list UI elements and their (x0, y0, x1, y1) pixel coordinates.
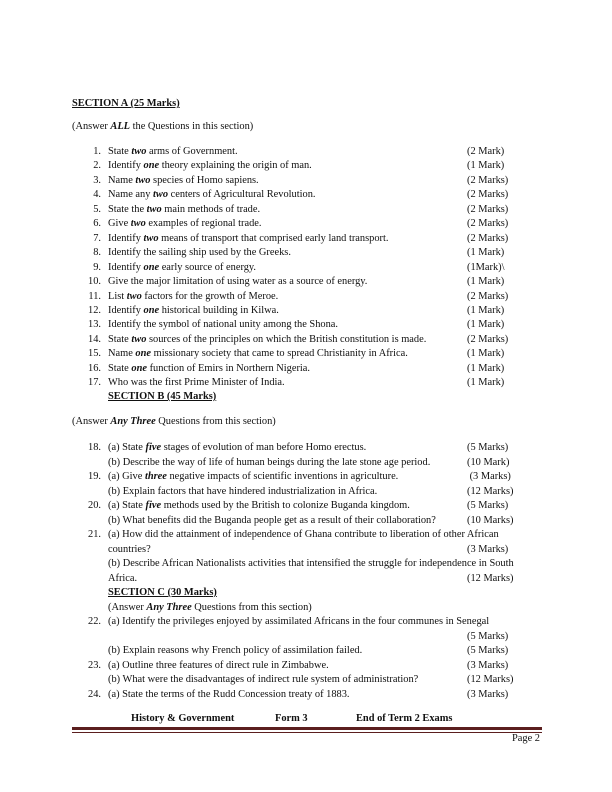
question-line (0, 304, 612, 319)
emphasis-text: two (131, 333, 147, 345)
marks-allocation: (3 Marks) (467, 659, 509, 671)
question-number: 23. (88, 659, 101, 671)
marks-allocation: (1 Mark) (467, 304, 505, 316)
line-text (108, 456, 430, 471)
marks-allocation: (5 Marks) (467, 630, 509, 642)
text-segment: Give (108, 218, 131, 230)
text-segment: examples of regional trade. (145, 218, 262, 230)
question-line (0, 615, 612, 630)
text-segment: (Answer (72, 121, 111, 132)
marks-allocation: (2 Marks) (467, 290, 509, 302)
text-segment: countries? (108, 543, 151, 555)
marks-allocation: (12 Marks) (467, 572, 514, 584)
question-line (0, 174, 612, 189)
question-line (0, 159, 612, 174)
line-text (108, 644, 362, 659)
emphasis-text: two (146, 203, 162, 215)
line-text (108, 145, 238, 160)
emphasis-text: two (131, 146, 147, 157)
text-segment: (b) What benefits did the Buganda people get as a result of their collaboration? (108, 514, 436, 526)
marks-allocation: (10 Mark) (467, 456, 510, 468)
text-segment: negative impacts of scientific inventions in agriculture. (166, 471, 399, 482)
line-text (108, 470, 398, 485)
question-line (0, 528, 612, 543)
line-text (72, 415, 276, 430)
emphasis-text: three (144, 471, 167, 482)
marks-allocation: (10 Marks) (467, 514, 514, 526)
question-line (0, 347, 612, 362)
marks-allocation: (3 Marks) (467, 688, 509, 700)
question-line (0, 659, 612, 674)
question-number: 1. (93, 146, 101, 157)
text-segment: arms of Government. (146, 146, 238, 157)
marks-allocation: (5 Marks) (467, 442, 509, 453)
question-line (0, 485, 612, 500)
question-number: 11. (88, 290, 101, 302)
question-line (0, 470, 612, 485)
marks-allocation: (2 Marks) (467, 174, 509, 186)
question-number: 15. (88, 348, 101, 360)
section-instruction (0, 120, 612, 135)
text-segment: (a) Outline three features of direct rule in Zimbabwe. (108, 659, 329, 671)
marks-allocation: (1 Mark) (467, 362, 505, 374)
question-number: 12. (88, 304, 101, 316)
question-line (0, 644, 612, 659)
text-segment: theory explaining the origin of man. (159, 160, 312, 172)
question-number: 24. (88, 688, 101, 700)
text-segment: Name any (108, 189, 154, 201)
text-segment: (b) Explain reasons why French policy of assimilation failed. (108, 645, 363, 656)
question-line (0, 543, 612, 558)
text-segment: (b) Describe the way of life of human beings during the late stone age period. (108, 456, 431, 468)
question-number: 18. (88, 442, 101, 453)
question-number: 19. (88, 471, 101, 482)
text-segment: State (108, 362, 132, 374)
line-text (108, 586, 217, 601)
section-heading (0, 390, 612, 405)
text-segment: missionary society that came to spread Christianity in Africa. (151, 348, 408, 360)
text-segment: List (108, 290, 127, 302)
question-line (0, 557, 612, 572)
marks-allocation: (1 Mark) (467, 348, 505, 360)
question-number: 5. (93, 203, 101, 215)
text-segment: function of Emirs in Northern Nigeria. (146, 362, 311, 374)
question-number: 6. (93, 218, 101, 230)
line-text (108, 572, 137, 587)
question-line (0, 246, 612, 261)
emphasis-text: two (126, 290, 142, 302)
question-line (0, 362, 612, 377)
footer-form: Form 3 (275, 713, 308, 724)
text-segment: centers of Agricultural Revolution. (168, 189, 316, 201)
section-heading (0, 97, 612, 112)
question-number: 4. (93, 189, 101, 201)
emphasis-text: one (143, 160, 160, 172)
line-text (108, 673, 418, 688)
line-text (108, 188, 315, 203)
marks-allocation: (1 Mark) (467, 377, 505, 389)
line-text (108, 528, 499, 543)
line-text (108, 376, 285, 391)
text-segment: (Answer (108, 601, 147, 613)
question-number: 14. (88, 333, 101, 345)
text-segment: the Questions in this section) (130, 121, 254, 132)
emphasis-text: ALL (110, 121, 131, 132)
emphasis-text: five (145, 500, 162, 511)
emphasis-text: one (143, 304, 160, 316)
question-line (0, 290, 612, 305)
text-segment: Name (108, 348, 136, 360)
text-segment: SECTION A (25 Marks) (72, 98, 180, 109)
question-line (0, 318, 612, 333)
question-number: 16. (88, 362, 101, 374)
text-segment: factors for the growth of Meroe. (141, 290, 279, 302)
marks-allocation: (2 Marks) (467, 189, 509, 201)
text-segment: (a) State (108, 500, 146, 511)
question-line (0, 203, 612, 218)
question-line (0, 673, 612, 688)
line-text (108, 232, 389, 247)
marks-allocation: (2 Marks) (467, 333, 509, 345)
line-text (108, 499, 410, 514)
text-segment: Who was the first Prime Minister of India. (108, 377, 285, 389)
emphasis-text: two (130, 218, 146, 230)
text-segment: State (108, 333, 132, 345)
question-number: 21. (88, 529, 101, 540)
text-segment: (a) How did the attainment of independence of Ghana contribute to liberation of other African (108, 529, 499, 540)
text-segment: Questions from this section) (155, 416, 276, 427)
question-line (0, 688, 612, 703)
text-segment: Questions from this section) (191, 601, 312, 613)
text-segment: historical building in Kilwa. (159, 304, 279, 316)
question-number: 10. (88, 276, 101, 288)
text-segment: Identify the sailing ship used by the Greeks. (108, 247, 291, 259)
question-number: 22. (88, 616, 101, 627)
line-text (108, 543, 151, 558)
text-segment: Identify (108, 261, 144, 273)
line-text (108, 362, 310, 377)
marks-allocation: (5 Marks) (467, 500, 509, 511)
marks-allocation: (1Mark)\ (467, 261, 505, 273)
section-heading (0, 586, 612, 601)
marks-allocation: (5 Marks) (467, 645, 509, 656)
question-line (0, 261, 612, 276)
line-text (108, 174, 259, 189)
marks-allocation: (1 Mark) (467, 160, 505, 172)
question-number: 3. (93, 174, 101, 186)
marks-allocation: (12 Marks) (467, 485, 514, 497)
text-segment: Identify the symbol of national unity among the Shona. (108, 319, 338, 331)
question-line (0, 333, 612, 348)
text-segment: SECTION B (45 Marks) (108, 391, 217, 402)
marks-allocation: (2 Marks) (467, 218, 509, 230)
text-segment: sources of the principles on which the British constitution is made. (146, 333, 427, 345)
emphasis-text: five (145, 442, 162, 453)
question-number: 17. (88, 377, 101, 389)
marks-allocation: (1 Mark) (467, 276, 505, 288)
question-line (0, 188, 612, 203)
text-segment: Identify (108, 160, 144, 172)
marks-allocation: (1 Mark) (467, 319, 505, 331)
page-number: Page 2 (512, 733, 540, 744)
text-segment: Name (108, 174, 136, 186)
question-line (0, 514, 612, 529)
section-instruction (0, 415, 612, 430)
text-segment: means of transport that comprised early land transport. (158, 232, 389, 244)
question-line (0, 376, 612, 391)
question-line (0, 275, 612, 290)
text-segment: (a) State (108, 442, 146, 453)
question-number: 8. (93, 247, 101, 259)
question-line (0, 145, 612, 160)
line-text (108, 688, 350, 703)
footer-rule-thin (72, 732, 542, 733)
line-text (108, 615, 489, 630)
line-text (108, 333, 426, 348)
marks-allocation: (1 Mark) (467, 247, 505, 259)
line-text (108, 390, 216, 405)
text-segment: Give the major limitation of using water as a source of energy. (108, 276, 368, 288)
line-text (108, 261, 256, 276)
line-text (108, 304, 279, 319)
footer-rule-thick (72, 727, 542, 730)
emphasis-text: two (153, 189, 169, 201)
text-segment: (Answer (72, 416, 111, 427)
question-number: 7. (93, 232, 101, 244)
footer-subject: History & Government (131, 713, 235, 724)
marks-allocation: (2 Marks) (467, 232, 509, 244)
question-number: 13. (88, 319, 101, 331)
line-text (108, 514, 436, 529)
line-text (108, 246, 291, 261)
text-segment: SECTION C (30 Marks) (108, 587, 217, 598)
section-instruction (0, 601, 612, 616)
question-line (0, 217, 612, 232)
line-text (108, 159, 312, 174)
emphasis-text: two (135, 174, 151, 186)
question-number: 9. (93, 261, 101, 273)
question-line (0, 499, 612, 514)
text-segment: (a) State the terms of the Rudd Concession treaty of 1883. (108, 688, 350, 700)
emphasis-text: one (135, 348, 152, 360)
line-text (108, 659, 329, 674)
line-text (108, 217, 262, 232)
line-text (108, 485, 377, 500)
text-segment: (b) Explain factors that have hindered industrialization in Africa. (108, 485, 378, 497)
text-segment: Identify (108, 232, 144, 244)
text-segment: (b) Describe African Nationalists activities that intensified the struggle for independence in South (108, 558, 514, 569)
line-text (108, 601, 312, 616)
line-text (108, 557, 514, 572)
text-segment: species of Homo sapiens. (150, 174, 259, 186)
emphasis-text: one (143, 261, 160, 273)
text-segment: Identify (108, 304, 144, 316)
question-line (0, 630, 612, 645)
question-line (0, 572, 612, 587)
line-text (108, 318, 338, 333)
text-segment: early source of energy. (159, 261, 257, 273)
line-text (108, 441, 366, 456)
text-segment: State (108, 146, 132, 157)
line-text (108, 275, 367, 290)
question-line (0, 456, 612, 471)
text-segment: (a) Give (108, 471, 145, 482)
text-segment: State the (108, 203, 147, 215)
line-text (108, 203, 260, 218)
question-number: 20. (88, 500, 101, 511)
line-text (108, 347, 408, 362)
marks-allocation: (3 Marks) (467, 471, 511, 482)
line-text (72, 120, 253, 135)
line-text (108, 290, 278, 305)
footer-exam: End of Term 2 Exams (356, 713, 453, 724)
line-text (72, 97, 180, 112)
emphasis-text: two (143, 232, 159, 244)
marks-allocation: (12 Marks) (467, 674, 514, 685)
question-line (0, 232, 612, 247)
text-segment: stages of evolution of man before Homo erectus. (161, 442, 367, 453)
question-line (0, 441, 612, 456)
emphasis-text: one (131, 362, 147, 374)
text-segment: Africa. (108, 572, 138, 584)
text-segment: main methods of trade. (161, 203, 261, 215)
question-number: 2. (93, 160, 101, 172)
marks-allocation: (3 Marks) (467, 543, 509, 555)
marks-allocation: (2 Mark) (467, 146, 505, 157)
text-segment: (a) Identify the privileges enjoyed by assimilated Africans in the four communes in Senegal (108, 616, 490, 627)
text-segment: (b) What were the disadvantages of indirect rule system of administration? (108, 674, 419, 685)
emphasis-text: Any Three (146, 601, 192, 613)
emphasis-text: Any Three (110, 416, 156, 427)
text-segment: methods used by the British to colonize Buganda kingdom. (161, 500, 410, 511)
marks-allocation: (2 Marks) (467, 203, 509, 215)
